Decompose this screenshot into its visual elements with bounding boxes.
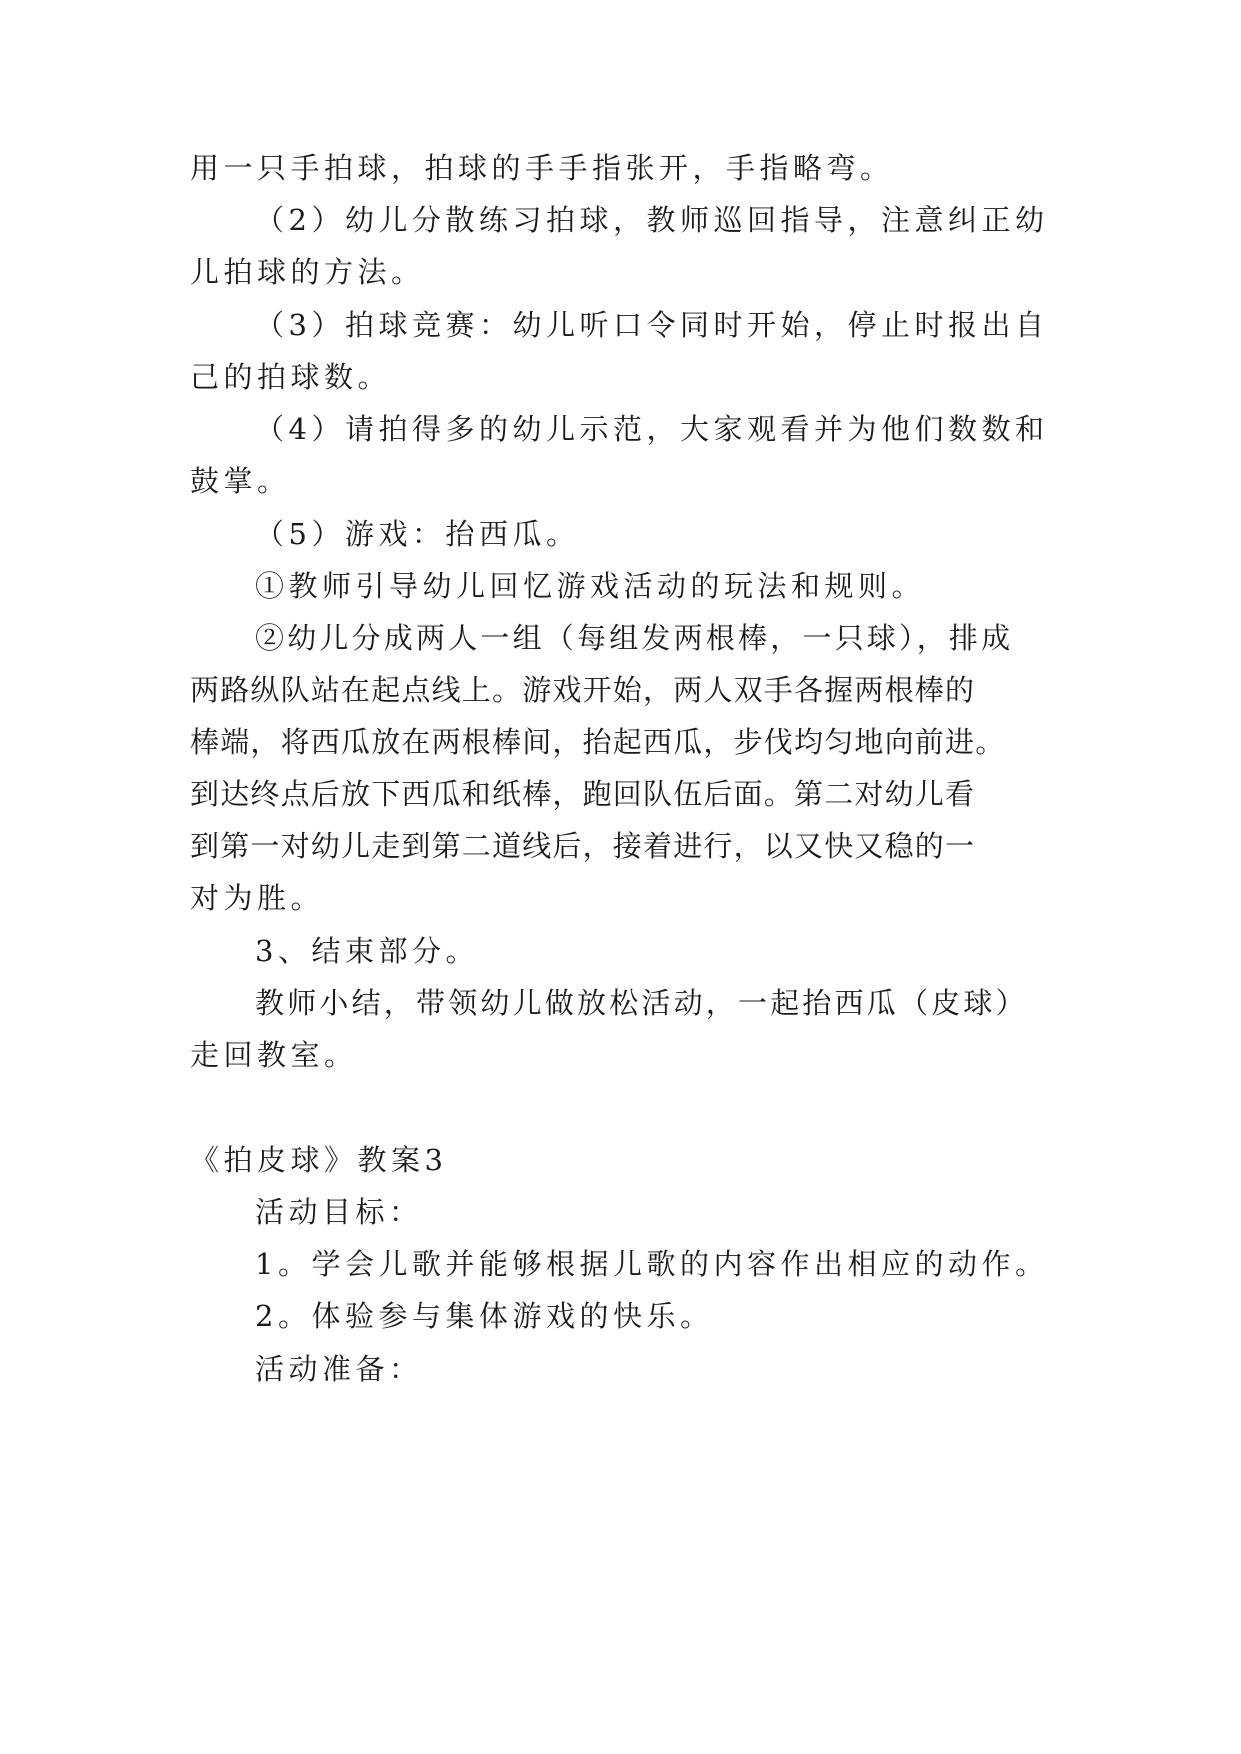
section-heading: 活动目标： bbox=[255, 1195, 423, 1229]
paragraph-line: 到第一对幼儿走到第二道线后，接着进行，以又快又稳的一 bbox=[190, 829, 976, 863]
paragraph-line: （3）拍球竞赛：幼儿听口令同时开始，停止时报出自 bbox=[255, 308, 1049, 342]
paragraph-line: 到达终点后放下西瓜和纸棒，跑回队伍后面。第二对幼儿看 bbox=[190, 777, 976, 811]
list-item: 1。学会儿歌并能够根据儿歌的内容作出相应的动作。 bbox=[255, 1247, 1049, 1281]
paragraph-line: 走回教室。 bbox=[190, 1038, 358, 1072]
paragraph-line: 对为胜。 bbox=[190, 881, 325, 915]
list-item: 2。体验参与集体游戏的快乐。 bbox=[255, 1299, 714, 1333]
paragraph-line: （5）游戏：抬西瓜。 bbox=[255, 517, 580, 551]
paragraph-line: （2）幼儿分散练习拍球，教师巡回指导，注意纠正幼 bbox=[255, 203, 1049, 237]
section-heading: 3、结束部分。 bbox=[255, 934, 479, 968]
paragraph-line: 教师小结，带领幼儿做放松活动，一起抬西瓜（皮球） bbox=[255, 986, 1028, 1020]
paragraph-line: 鼓掌。 bbox=[190, 464, 291, 498]
paragraph-line: ②幼儿分成两人一组（每组发两根棒，一只球），排成 bbox=[255, 621, 1014, 655]
paragraph-line: ①教师引导幼儿回忆游戏活动的玩法和规则。 bbox=[255, 569, 926, 603]
paragraph-line: 两路纵队站在起点线上。游戏开始，两人双手各握两根棒的 bbox=[190, 673, 976, 707]
paragraph-line: 儿拍球的方法。 bbox=[190, 255, 425, 289]
section-heading: 活动准备： bbox=[255, 1352, 423, 1386]
paragraph-line: 用一只手拍球，拍球的手手指张开，手指略弯。 bbox=[190, 151, 894, 185]
paragraph-line: 己的拍球数。 bbox=[190, 360, 392, 394]
document-title: 《拍皮球》教案3 bbox=[190, 1143, 448, 1177]
paragraph-line: （4）请拍得多的幼儿示范，大家观看并为他们数数和 bbox=[255, 412, 1049, 446]
paragraph-line: 棒端，将西瓜放在两根棒间，抬起西瓜，步伐均匀地向前进。 bbox=[190, 725, 1006, 759]
